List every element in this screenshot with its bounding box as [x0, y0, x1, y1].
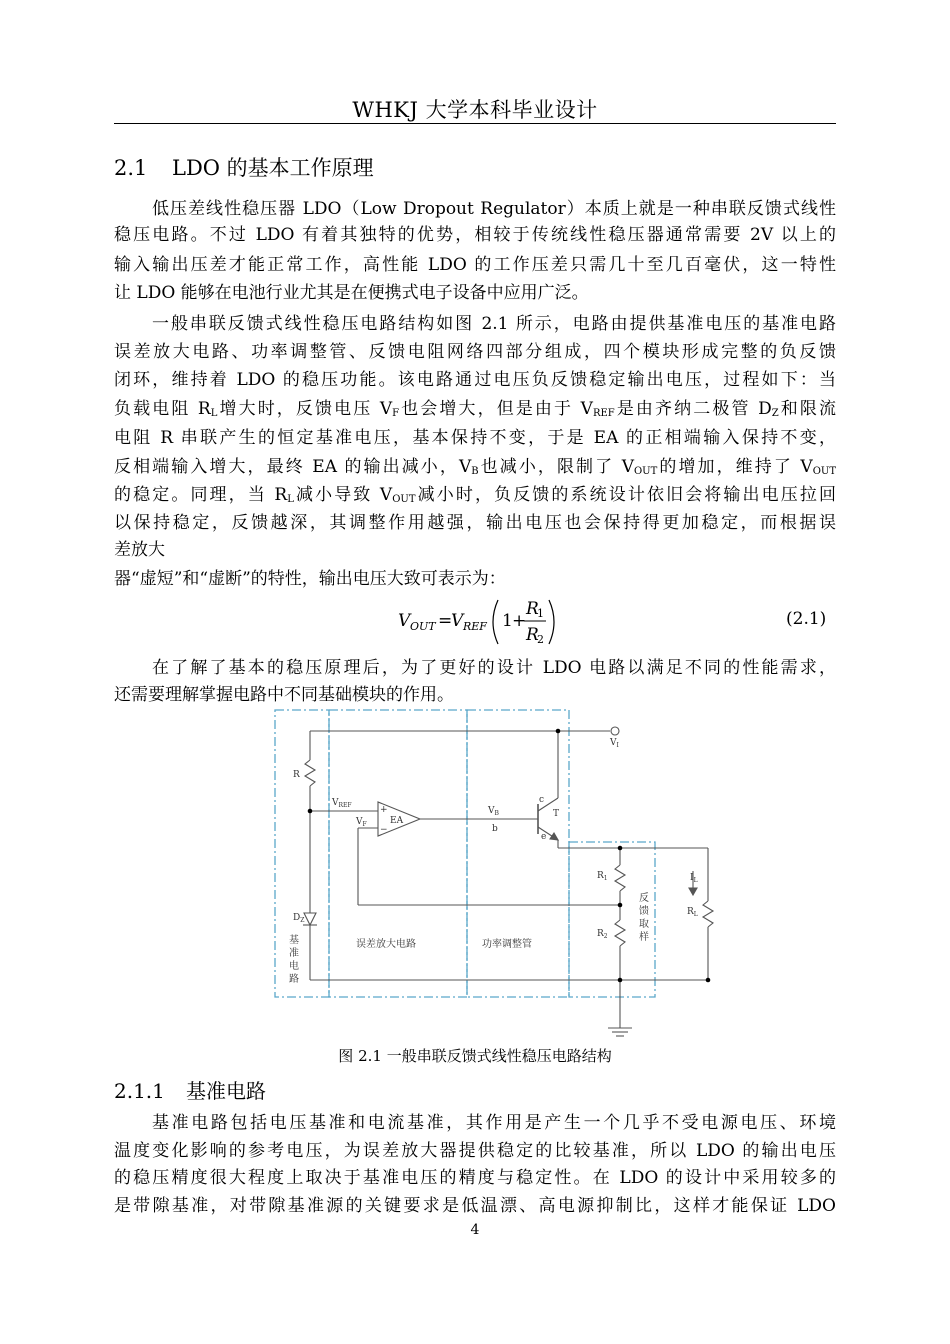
label-minus: −: [380, 825, 388, 835]
circuit-diagram: [270, 708, 730, 1044]
eq-r1-sub: 1: [537, 607, 544, 620]
resistor-r1: [615, 865, 625, 891]
paragraph-line: 差放大: [114, 540, 165, 560]
label-vf: $V_F$: [356, 817, 367, 828]
ea-block-box: [329, 710, 467, 997]
label-vb: $V_B$: [488, 806, 499, 817]
paragraph-line: 低压差线性稳压器 LDO（Low Dropout Regulator）本质上就是一种串联反馈式线性: [152, 199, 836, 219]
eq-vref: V: [451, 611, 464, 631]
subsection-title: 基准电路: [186, 1079, 266, 1103]
resistor-r: [305, 760, 315, 786]
label-t: T: [553, 809, 560, 819]
eq-out: OUT: [410, 620, 436, 633]
label-plus: +: [380, 805, 388, 815]
label-r: R: [293, 770, 300, 780]
page-header: WHKJ 大学本科毕业设计: [352, 98, 598, 122]
paragraph-line: 一般串联反馈式线性稳压电路结构如图 2.1 所示，电路由提供基准电压的基准电路: [152, 314, 836, 334]
ref-block-box: [275, 710, 329, 997]
eq-r2-sub: 2: [537, 633, 544, 646]
paragraph-line: 在了解了基本的稳压原理后，为了更好的设计 LDO 电路以满足不同的性能需求，: [152, 658, 836, 678]
paragraph-line: 反相端输入增大，最终 EA 的输出减小，$V_B$也减小，限制了 $V_{OUT}$的增加，维持了 $V_{OUT}$: [114, 457, 836, 477]
label-c: c: [539, 795, 545, 805]
paragraph-line: 器“虚短”和“虚断”的特性，输出电压大致可表示为：: [114, 569, 506, 589]
paragraph-line: 误差放大电路、功率调整管、反馈电阻网络四部分组成，四个模块形成完整的负反馈: [114, 342, 836, 362]
paragraph-line: 输入输出压差才能正常工作，高性能 LDO 的工作压差只需几十至几百毫伏，这一特性: [114, 255, 836, 275]
paragraph-line: 负载电阻 $R_L$增大时，反馈电压 $V_F$也会增大，但是由于 $V_{REF}$是由齐纳二极管 $D_Z$和限流: [114, 399, 836, 419]
page-number: 4: [470, 1222, 480, 1238]
equation-number: (2.1): [786, 609, 827, 629]
block-fb-char: 馈: [639, 906, 649, 917]
label-vi: $V_I$: [610, 738, 619, 749]
paragraph-line: 是带隙基准，对带隙基准源的关键要求是低温漂、高电源抑制比，这样才能保证 LDO: [114, 1196, 836, 1216]
block-ref-char: 基: [289, 935, 299, 946]
vi-terminal: [611, 727, 619, 735]
block-ref-char: 路: [289, 974, 299, 985]
paragraph-line: 的稳压精度很大程度上取决于基准电压的精度与稳定性。在 LDO 的设计中采用较多的: [114, 1168, 836, 1188]
label-r2: $R_2$: [597, 929, 608, 940]
eq-plus: +: [512, 611, 527, 631]
eq-r1: R: [526, 599, 539, 619]
block-fb-char: 反: [639, 893, 649, 904]
resistor-r2: [615, 920, 625, 946]
label-e: e: [541, 832, 547, 842]
paragraph-line: 稳压电路。不过 LDO 有着其独特的优势，相较于传统线性稳压器通常需要 2V 以上的: [114, 225, 836, 245]
figure-caption: 图 2.1 一般串联反馈式线性稳压电路结构: [338, 1047, 612, 1065]
paragraph-line: 温度变化影响的参考电压，为误差放大器提供稳定的比较基准，所以 LDO 的输出电压: [114, 1141, 836, 1161]
subsection-heading: [114, 1075, 266, 1104]
label-vref: $V_{REF}$: [332, 798, 352, 809]
eq-equals: =: [438, 611, 453, 631]
label-rl: $R_L$: [687, 907, 698, 918]
section-title: LDO 的基本工作原理: [172, 156, 374, 180]
paragraph-line: 还需要理解掌握电路中不同基础模块的作用。: [114, 685, 454, 705]
paragraph-line: 闭环，维持着 LDO 的稳压功能。该电路通过电压负反馈稳定输出电压，过程如下：当: [114, 370, 836, 390]
block-ref-char: 准: [289, 948, 299, 959]
equation-2-1: [396, 594, 566, 650]
label-ea: EA: [390, 816, 404, 826]
eq-v: V: [398, 611, 411, 631]
block-fb-char: 取: [639, 919, 649, 930]
block-pass-label: 功率调整管: [482, 939, 532, 950]
subsection-number: 2.1.1: [114, 1079, 165, 1103]
pass-block-box: [467, 710, 569, 997]
paragraph-line: 让 LDO 能够在电池行业尤其是在便携式电子设备中应用广泛。: [114, 283, 589, 303]
eq-ref: REF: [463, 620, 487, 633]
paragraph-line: 以保持稳定，反馈越深，其调整作用越强，输出电压也会保持得更加稳定，而根据误: [114, 513, 836, 533]
eq-right-paren: [549, 600, 554, 644]
label-dz: $D_Z$: [293, 913, 305, 924]
block-fb-char: 样: [639, 932, 649, 943]
header-rule: [114, 123, 836, 124]
label-il: $I_L$: [690, 873, 698, 884]
section-number: 2.1: [114, 156, 148, 180]
section-heading: [114, 152, 374, 182]
block-ea-label: 误差放大电路: [356, 939, 416, 950]
resistor-rl: [703, 901, 713, 927]
eq-one: 1: [502, 611, 513, 631]
eq-left-paren: [493, 600, 498, 644]
paragraph-line: 电阻 R 串联产生的恒定基准电压，基本保持不变，于是 EA 的正相端输入保持不变，: [114, 428, 836, 448]
paragraph-line: 基准电路包括电压基准和电流基准，其作用是产生一个几乎不受电源电压、环境: [152, 1113, 836, 1133]
paragraph-line: 的稳定。同理，当 $R_L$减小导致 $V_{OUT}$减小时，负反馈的系统设计依旧会将输出电压拉回: [114, 485, 836, 505]
label-r1: $R_1$: [597, 871, 608, 882]
label-b: b: [492, 824, 498, 834]
zener-diode: [304, 913, 316, 925]
eq-r2: R: [526, 625, 539, 645]
block-ref-char: 电: [289, 961, 299, 972]
il-arrow: [689, 888, 697, 895]
